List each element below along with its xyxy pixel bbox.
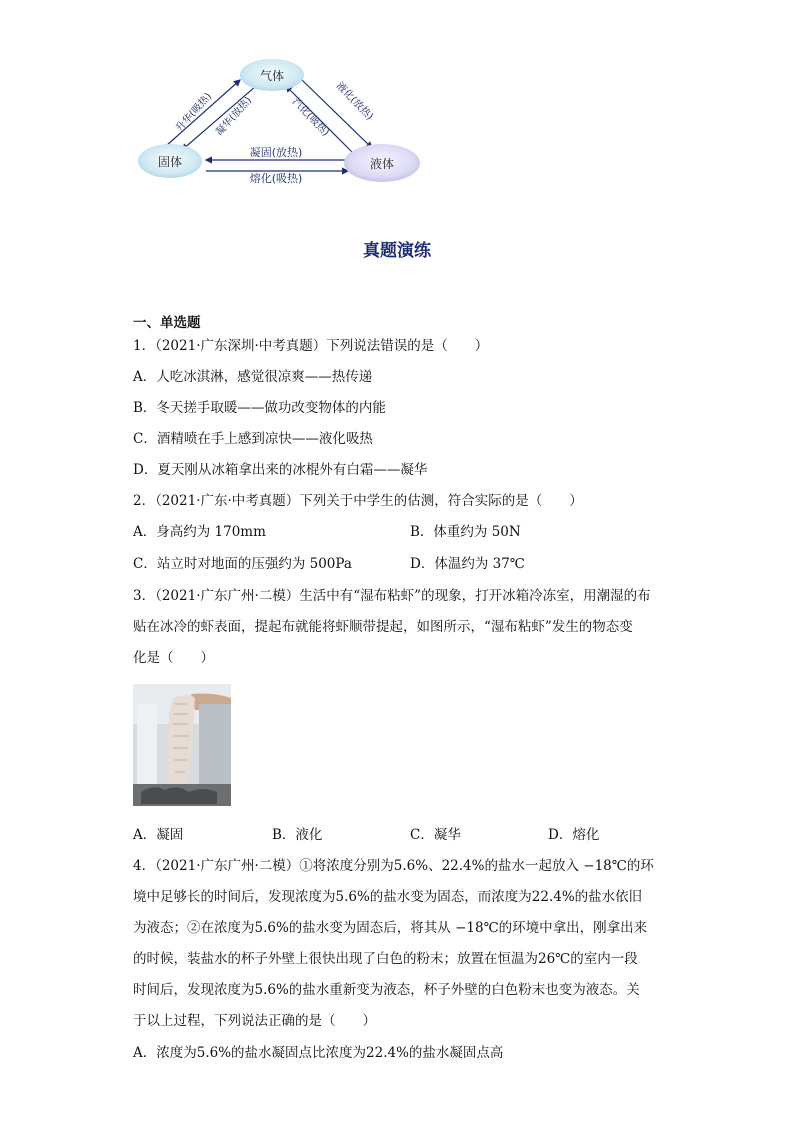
solid-label: 固体 xyxy=(157,155,183,169)
question-stem: 1．（2021·广东深圳·中考真题）下列说法错误的是（ ） xyxy=(133,338,489,354)
option-c: C．凝华 xyxy=(410,827,461,843)
option-b: B．冬天搓手取暖——做功改变物体的内能 xyxy=(133,400,386,416)
option-a: A．凝固 xyxy=(133,827,184,843)
option-d: D．熔化 xyxy=(548,827,600,843)
question-stem-line-3: 为液态；②在浓度为5.6%的盐水变为固态后，将其从 −18℃的环境中拿出，刚拿出来 xyxy=(133,920,648,936)
melting-label: 熔化(吸热) xyxy=(249,172,303,185)
question-stem-line-1: 4．（2021·广东广州·二模）①将浓度分别为5.6%、22.4%的盐水一起放入 −18℃的环 xyxy=(133,858,654,874)
gas-label: 气体 xyxy=(259,69,285,83)
option-a: A．人吃冰淇淋，感觉很凉爽——热传递 xyxy=(133,369,373,385)
sublimation-label: 升华(吸热) xyxy=(174,91,215,135)
question-stem: 2．（2021·广东·中考真题）下列关于中学生的估测，符合实际的是（ ） xyxy=(133,493,583,509)
option-a: A．身高约为 170mm xyxy=(133,524,266,540)
question-stem-line-6: 于以上过程，下列说法正确的是（ ） xyxy=(133,1013,376,1029)
option-b: B．液化 xyxy=(272,827,323,843)
option-b: B．体重约为 50N xyxy=(410,524,521,540)
liquefaction-label: 液化(放热) xyxy=(333,80,375,123)
page-title: 真题演练 xyxy=(363,241,431,261)
question-stem-line-2: 境中足够长的时间后，发现浓度为5.6%的盐水变为固态，而浓度为22.4%的盐水依旧 xyxy=(133,889,643,905)
solidification-label: 凝固(放热) xyxy=(249,146,303,159)
option-c: C．站立时对地面的压强约为 500Pa xyxy=(133,556,352,572)
liquid-label: 液体 xyxy=(369,157,395,171)
phase-change-diagram xyxy=(136,58,436,186)
option-c: C．酒精喷在手上感到凉快——液化吸热 xyxy=(133,431,373,447)
question-stem-line-4: 的时候，装盐水的杯子外壁上很快出现了白色的粉末；放置在恒温为26℃的室内一段 xyxy=(133,951,638,967)
vaporization-label: 汽化(吸热) xyxy=(289,96,331,139)
desublimation-label: 凝华(放热) xyxy=(214,95,255,139)
shrimp-freezer-photo xyxy=(133,684,231,806)
question-stem-line-2: 贴在冰冷的虾表面，提起布就能将虾顺带提起，如图所示，“湿布粘虾”发生的物态变 xyxy=(133,619,633,635)
option-a: A．浓度为5.6%的盐水凝固点比浓度为22.4%的盐水凝固点高 xyxy=(133,1045,504,1061)
question-stem-line-1: 3．（2021·广东广州·二模）生活中有“湿布粘虾”的现象，打开冰箱冷冻室，用潮湿的布 xyxy=(133,588,651,604)
question-stem-line-3: 化是（ ） xyxy=(133,650,214,666)
option-d: D．体温约为 37℃ xyxy=(410,556,525,572)
question-stem-line-5: 时间后，发现浓度为5.6%的盐水重新变为液态，杯子外壁的白色粉末也变为液态。关 xyxy=(133,982,640,998)
option-d: D．夏天刚从冰箱拿出来的冰棍外有白霜——凝华 xyxy=(133,462,428,478)
section-title: 一、单选题 xyxy=(133,315,201,331)
